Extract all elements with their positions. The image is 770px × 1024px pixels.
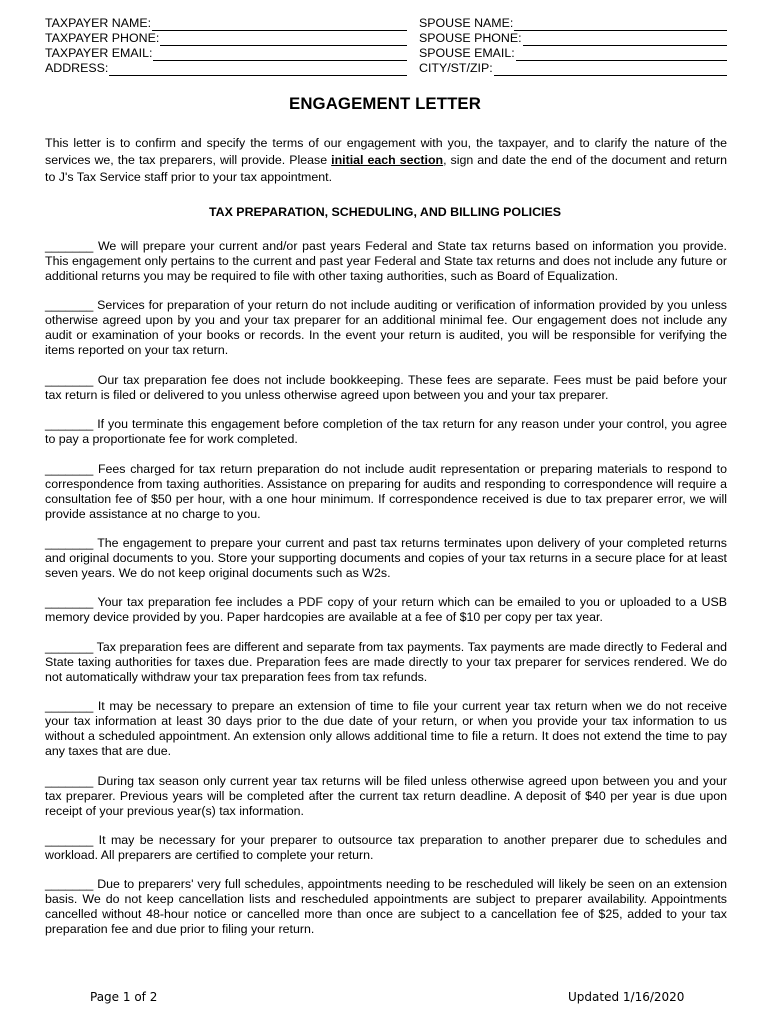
initial-blank[interactable]: _______ xyxy=(45,699,94,714)
initial-blank[interactable]: _______ xyxy=(45,877,94,892)
intro-paragraph xyxy=(45,135,727,186)
policy-item xyxy=(45,774,727,819)
policy-item xyxy=(45,373,727,403)
address-field[interactable] xyxy=(45,61,407,76)
document-title: ENGAGEMENT LETTER xyxy=(289,94,481,113)
taxpayer-phone-line[interactable] xyxy=(160,33,407,46)
policy-text: During tax season only current year tax returns will be filed unless otherwise agreed upon between you and your tax preparer. Previous years will be completed after the current tax return deadline. A deposit of $40 per year is due upon receipt of your previous year(s) tax information. xyxy=(45,773,727,818)
initial-blank[interactable]: _______ xyxy=(45,298,94,313)
intro-text-part1: This letter is to confirm and specify the terms of our engagement with you, the taxpayer, and to clarify the nature of the services we, the tax preparers, will provide. Please xyxy=(45,136,727,167)
initial-blank[interactable]: _______ xyxy=(45,535,94,550)
intro-emphasis: initial each section xyxy=(331,153,444,167)
taxpayer-info-header xyxy=(45,16,727,76)
policy-text: Tax preparation fees are different and separate from tax payments. Tax payments are made directly to Federal and State taxing authorities for taxes due. Preparation fees are made directly to your tax preparer for services rendered. We do not automatically withdraw your tax preparation fees from tax refunds. xyxy=(45,639,727,684)
initial-blank[interactable]: _______ xyxy=(45,372,94,387)
taxpayer-name-field[interactable] xyxy=(45,16,407,31)
section-title: TAX PREPARATION, SCHEDULING, AND BILLING POLICIES xyxy=(209,205,561,219)
initial-blank[interactable]: _______ xyxy=(45,595,94,610)
taxpayer-phone-label: TAXPAYER PHONE: xyxy=(45,31,160,45)
address-line[interactable] xyxy=(109,63,407,76)
initial-blank[interactable]: _______ xyxy=(45,832,94,847)
address-label: ADDRESS: xyxy=(45,61,109,75)
policy-item xyxy=(45,536,727,581)
taxpayer-phone-field[interactable] xyxy=(45,31,407,46)
policy-item xyxy=(45,595,727,625)
policy-text: It may be necessary to prepare an extension of time to file your current year tax return when we do not receive your tax information at least 30 days prior to the due date of your return, or when you provide your tax information to us without a scheduled appointment. An extension only allows additional time to file a return. It does not extend the time to pay any taxes that are due. xyxy=(45,699,727,759)
policy-item xyxy=(45,462,727,522)
spouse-name-label: SPOUSE NAME: xyxy=(419,16,514,30)
spouse-email-field[interactable] xyxy=(419,46,727,61)
policy-text: The engagement to prepare your current and past tax returns terminates upon delivery of your completed returns and original documents to you. Store your supporting documents and copies of your tax returns in a secure place for at least seven years. We do not keep original documents such as W2s. xyxy=(45,535,728,580)
intro-text-part2: , sign and date the end of the document and return to J's Tax Service staff prior to your tax appointment. xyxy=(45,153,727,184)
policy-item xyxy=(45,640,727,685)
policy-item xyxy=(45,833,727,863)
initial-blank[interactable]: _______ xyxy=(45,773,94,788)
policy-item xyxy=(45,239,727,284)
spouse-email-line[interactable] xyxy=(516,48,727,61)
initial-blank[interactable]: _______ xyxy=(45,461,94,476)
page-number: Page 1 of 2 xyxy=(90,990,158,1004)
policy-text: Services for preparation of your return do not include auditing or verification of information provided by you unless otherwise agreed upon by you and your tax preparer for an additional minimal fee. Our engagement does not include any audit or examination of your books or records. In the event your return is audited, you will be responsible for verifying the items reported on your tax return. xyxy=(45,298,727,358)
initial-blank[interactable]: _______ xyxy=(45,239,94,253)
policy-text: We will prepare your current and/or past years Federal and State tax returns based on information you provide. This engagement only pertains to the current and past year Federal and State tax returns and does not include any future or additional returns you may be required to file with other taxing authorities, such as Board of Equalization. xyxy=(45,239,727,283)
spouse-name-field[interactable] xyxy=(419,16,727,31)
spouse-phone-line[interactable] xyxy=(523,33,727,46)
spouse-email-label: SPOUSE EMAIL: xyxy=(419,46,515,60)
initial-blank[interactable]: _______ xyxy=(45,417,94,432)
policies-list xyxy=(45,239,727,952)
initial-blank[interactable]: _______ xyxy=(45,639,94,654)
city-st-zip-line[interactable] xyxy=(494,63,727,76)
taxpayer-name-label: TAXPAYER NAME: xyxy=(45,16,152,30)
spouse-phone-label: SPOUSE PHONE: xyxy=(419,31,522,45)
policy-text: If you terminate this engagement before completion of the tax return for any reason under your control, you agree to pay a proportionate fee for work completed. xyxy=(45,417,727,447)
policy-text: Your tax preparation fee includes a PDF copy of your return which can be emailed to you or uploaded to a USB memory device provided by you. Paper hardcopies are available at a fee of $10 per copy per tax year. xyxy=(45,595,728,625)
policy-text: It may be necessary for your preparer to outsource tax preparation to another preparer due to schedules and workload. All preparers are certified to complete your return. xyxy=(45,832,727,862)
taxpayer-email-line[interactable] xyxy=(153,48,407,61)
policy-text: Our tax preparation fee does not include bookkeeping. These fees are separate. Fees must be paid before your tax return is filed or delivered to you unless otherwise agreed upon between you and your tax preparer. xyxy=(45,372,727,402)
policy-item xyxy=(45,877,727,937)
taxpayer-email-label: TAXPAYER EMAIL: xyxy=(45,46,153,60)
policy-item xyxy=(45,699,727,759)
updated-date: Updated 1/16/2020 xyxy=(568,990,685,1004)
policy-text: Fees charged for tax return preparation do not include audit representation or preparing materials to respond to correspondence from taxing authorities. Assistance on preparing for audits and responding to correspondence will require a consultation fee of $50 per hour, with a one hour minimum. If correspondence received is due to tax preparer error, we will provide assistance at no charge to you. xyxy=(45,461,727,521)
city-st-zip-label: CITY/ST/ZIP: xyxy=(419,61,493,75)
spouse-phone-field[interactable] xyxy=(419,31,727,46)
spouse-name-line[interactable] xyxy=(514,18,727,31)
taxpayer-email-field[interactable] xyxy=(45,46,407,61)
policy-item xyxy=(45,298,727,358)
city-st-zip-field[interactable] xyxy=(419,61,727,76)
policy-text: Due to preparers' very full schedules, appointments needing to be rescheduled will likely be seen on an extension basis. We do not keep cancellation lists and rescheduled appointments are subject to preparer availability. Appointments cancelled without 48-hour notice or cancelled more than once are subject to a cancellation fee of $25, added to your tax preparation fee and due prior to filing your return. xyxy=(45,877,727,937)
policy-item xyxy=(45,417,727,447)
taxpayer-name-line[interactable] xyxy=(152,18,407,31)
